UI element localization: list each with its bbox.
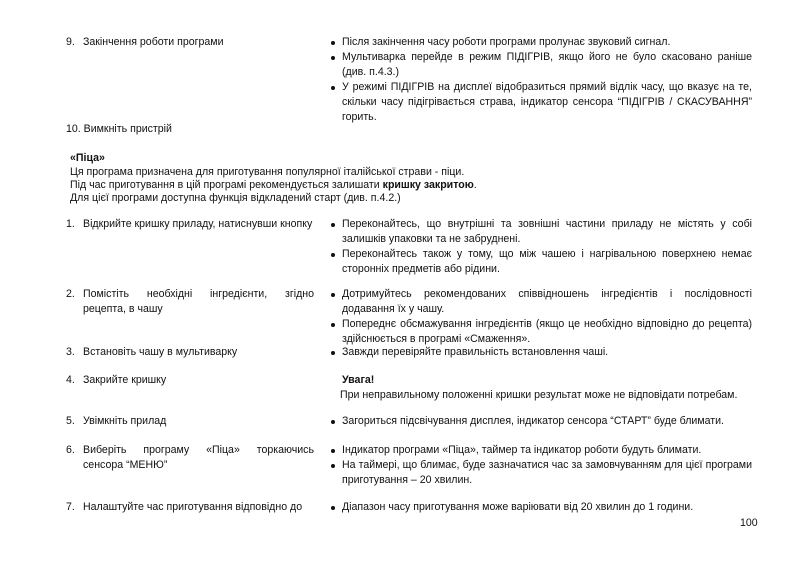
step-text: Закрийте кришку <box>83 374 167 386</box>
step-number: 2. <box>66 288 75 300</box>
bullet-item: Попереднє обсмажування інгредієнтів (якщо це необхідно відповідно до рецепта) здійснюється в програмі «Смаження». <box>330 317 752 347</box>
step-6-notes <box>330 443 752 488</box>
step-5-instruction <box>66 414 314 429</box>
program-title-text: «Піца» <box>70 152 105 164</box>
step-text: Налаштуйте час приготування відповідно до <box>83 501 303 513</box>
step-1-instruction <box>66 217 314 232</box>
step-7-instruction <box>66 500 314 515</box>
step-number: 6. <box>66 444 75 456</box>
warning-title: Увага! <box>342 374 375 386</box>
bullet-item: На таймері, що блимає, буде зазначатися час за замовчуванням для цієї програми приготування – 20 хвилин. <box>330 458 752 488</box>
bullet-item: Дотримуйтесь рекомендованих співвідношень інгредієнтів і послідовності додавання їх у чашу. <box>330 287 752 317</box>
bullet-item: Переконайтесь, що внутрішні та зовнішні частини приладу не містять у собі залишків упаковки та не забруднені. <box>330 217 752 247</box>
step-text: Увімкніть прилад <box>83 415 167 427</box>
bullet-item: Завжди перевіряйте правильність встановлення чаші. <box>330 345 752 360</box>
step-number: 4. <box>66 374 75 386</box>
step-number: 7. <box>66 501 75 513</box>
step-5-notes <box>330 414 752 429</box>
step-4-instruction <box>66 373 314 388</box>
step-number: 1. <box>66 218 75 230</box>
bullet-item: Діапазон часу приготування може варіювати від 20 хвилин до 1 години. <box>330 500 752 515</box>
step-3-notes <box>330 345 752 360</box>
program-delayed-start: Для цієї програми доступна функція відкладений старт (див. п.4.2.) <box>70 192 401 204</box>
step-3-instruction <box>66 345 314 360</box>
step-number: 3. <box>66 346 75 358</box>
step-text: Встановіть чашу в мультиварку <box>83 346 238 358</box>
step-number: 9. <box>66 36 75 48</box>
step-text: Відкрийте кришку приладу, натиснувши кнопку <box>83 218 313 230</box>
bullet-item: У режимі ПІДІГРІВ на дисплеї відобразиться прямий відлік часу, що вказує на те, скільки часу підігрівається страва, індикатор сенсора “ПІДІГРІВ / СКАСУВАННЯ” горить. <box>330 80 752 125</box>
program-description: Ця програма призначена для приготування популярної італійської страви - піци. <box>70 166 465 178</box>
step-9-notes <box>330 35 752 125</box>
bullet-item: Індикатор програми «Піца», таймер та індикатор роботи будуть блимати. <box>330 443 752 458</box>
step-2-instruction <box>66 287 314 317</box>
step-text: Помістіть необхідні інгредієнти, згідно рецепта, в чашу <box>83 288 314 315</box>
step-6-instruction <box>66 443 314 473</box>
bullet-item: Після закінчення часу роботи програми пролунає звуковий сигнал. <box>330 35 752 50</box>
recommendation-suffix: . <box>473 179 477 191</box>
recommendation-bold: кришку закритою <box>382 179 474 191</box>
recommendation-text: Під час приготування в цій програмі рекомендується залишати <box>70 179 383 191</box>
page-number: 100 <box>740 517 758 529</box>
bullet-item: Мультиварка перейде в режим ПІДІГРІВ, якщо його не було скасовано раніше (див. п.4.3.) <box>330 50 752 80</box>
step-1-notes <box>330 217 752 277</box>
program-title <box>70 151 105 166</box>
step-2-notes <box>330 287 752 347</box>
bullet-item: Загориться підсвічування дисплея, індикатор сенсора “СТАРТ” буде блимати. <box>330 414 752 429</box>
warning-text: При неправильному положенні кришки результат може не відповідати потребам. <box>340 389 738 401</box>
step-10: 10. Вимкніть пристрій <box>66 123 172 135</box>
step-9-instruction <box>66 35 314 50</box>
step-7-notes <box>330 500 752 515</box>
step-text: Закінчення роботи програми <box>83 36 224 48</box>
step-text: Виберіть програму «Піца» торкаючись сенсора “МЕНЮ” <box>83 444 314 471</box>
step-number: 5. <box>66 415 75 427</box>
bullet-item: Переконайтесь також у тому, що між чашею і нагрівальною поверхнею немає сторонніх предметів або рідини. <box>330 247 752 277</box>
step-4-warning <box>330 373 752 403</box>
